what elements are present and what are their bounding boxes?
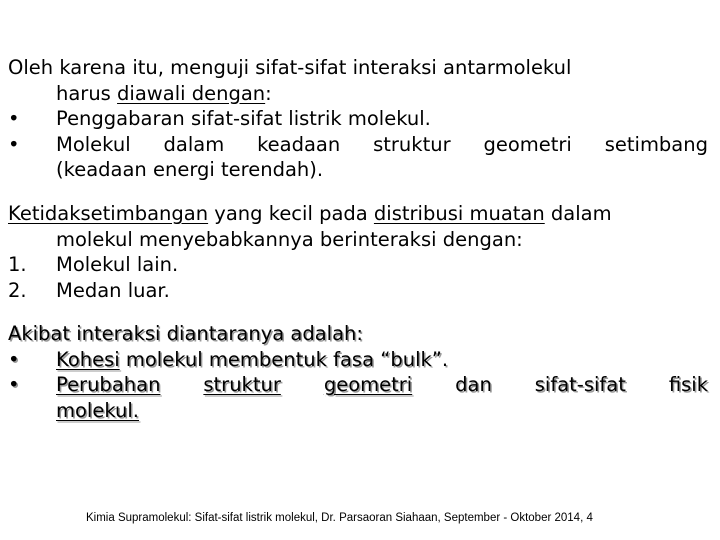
imbalance-line-2 — [8, 227, 708, 253]
word: geometri — [483, 132, 572, 156]
word: dan — [455, 373, 492, 396]
bullet-icon: • — [8, 132, 20, 156]
underlined-text: struktur — [203, 373, 281, 396]
underlined-text: diawali dengan — [117, 81, 266, 105]
item-text: Molekul lain. — [56, 253, 179, 276]
item-text: Medan luar. — [56, 278, 170, 302]
intro-paragraph — [8, 55, 708, 183]
heading-text: Akibat interaksi diantaranya adalah: — [8, 322, 363, 345]
paragraph-text: dalam — [544, 202, 612, 225]
underlined-text: Ketidaksetimbangan — [8, 202, 209, 225]
underlined-text: distribusi muatan — [373, 202, 545, 225]
word: setimbang — [604, 132, 708, 156]
bullet-text: molekul membentuk fasa “bulk”. — [119, 347, 449, 371]
bullet-icon: • — [8, 347, 20, 371]
imbalance-paragraph — [8, 201, 708, 303]
bullet-item-1 — [8, 106, 708, 132]
bullet-text: Penggabaran sifat-sifat listrik molekul. — [56, 107, 431, 130]
intro-line-2 — [8, 81, 708, 107]
underlined-text: Perubahan — [56, 373, 161, 396]
justified-line — [56, 132, 708, 158]
bullet-icon: • — [8, 107, 20, 130]
word: fisik — [668, 373, 708, 396]
intro-text: : — [265, 81, 272, 105]
word: Molekul — [56, 132, 131, 156]
word: struktur — [373, 132, 451, 156]
word: dalam — [163, 132, 225, 156]
effects-bullet-1 — [8, 347, 708, 373]
paragraph-text: yang kecil pada — [208, 202, 374, 225]
item-number: 1. — [8, 253, 27, 276]
intro-line-1 — [8, 55, 708, 81]
imbalance-line-1 — [8, 201, 708, 227]
effects-heading — [8, 321, 708, 347]
effects-bullet-2-cont — [8, 398, 708, 424]
paragraph-text: molekul menyebabkannya berinteraksi dengan: — [56, 227, 523, 251]
underlined-text: molekul. — [56, 398, 140, 422]
intro-text: Oleh karena itu, menguji sifat-sifat interaksi antarmolekul — [8, 56, 572, 79]
word: keadaan — [257, 132, 341, 156]
underlined-text: Kohesi — [56, 347, 120, 371]
bullet-item-2 — [8, 132, 708, 158]
footer-caption: Kimia Supramolekul: Sifat-sifat listrik molekul, Dr. Parsaoran Siahaan, September - Oktober 2014, 4 — [86, 512, 593, 524]
bullet-text: (keadaan energi terendah). — [56, 158, 324, 181]
intro-text: harus — [56, 81, 118, 105]
justified-line — [56, 372, 708, 398]
word: sifat-sifat — [534, 373, 626, 396]
item-number: 2. — [8, 278, 27, 302]
effects-paragraph — [8, 321, 708, 423]
bullet-item-2-cont — [8, 157, 708, 183]
numbered-item-1 — [8, 252, 708, 278]
numbered-item-2 — [8, 278, 708, 304]
effects-bullet-2 — [8, 372, 708, 398]
underlined-text: geometri — [323, 373, 413, 396]
bullet-icon: • — [8, 373, 20, 396]
